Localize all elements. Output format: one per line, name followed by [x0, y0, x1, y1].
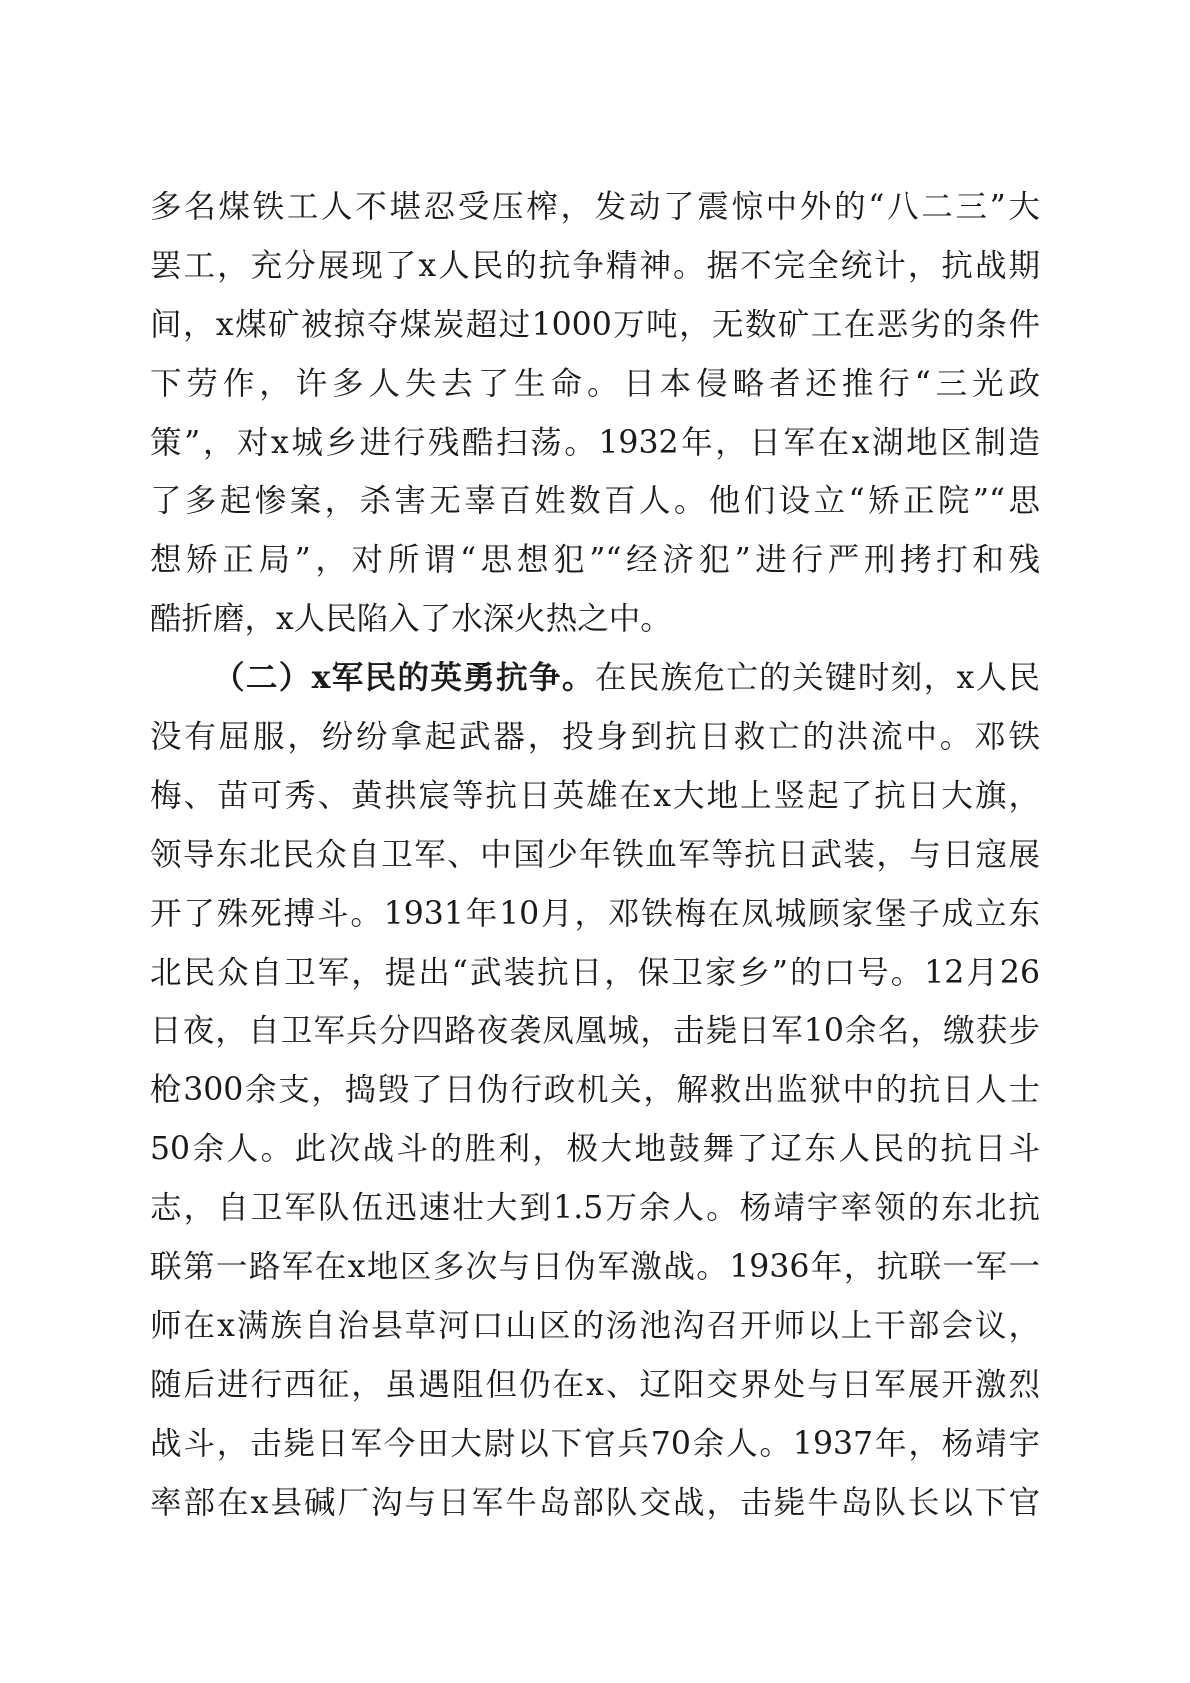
text-line: 日夜，自卫军兵分四路夜袭凤凰城，击毙日军10余名，缴获步 — [150, 1013, 1040, 1050]
text-line: 想矫正局”，对所谓“思想犯”“经济犯”进行严刑拷打和残 — [150, 542, 1040, 579]
section-heading: （二）x军民的英勇抗争。 — [213, 659, 595, 697]
text-line: 多名煤铁工人不堪忍受压榨，发动了震惊中外的“八二三”大 — [150, 189, 1040, 225]
text-line: 北民众自卫军，提出“武装抗日，保卫家乡”的口号。12月26 — [150, 954, 1040, 991]
text-line: 没有屈服，纷纷拿起武器，投身到抗日救亡的洪流中。邓铁 — [150, 719, 1040, 756]
section-heading-line — [150, 649, 1040, 708]
text-line: 梅、苗可秀、黄拱宸等抗日英雄在x大地上竖起了抗日大旗， — [150, 777, 1040, 814]
text-line: 联第一路军在x地区多次与日伪军激战。1936年，抗联一军一 — [150, 1249, 1040, 1286]
text-line: 战斗，击毙日军今田大尉以下官兵70余人。1937年，杨靖宇 — [150, 1425, 1040, 1462]
text-line: 50余人。此次战斗的胜利，极大地鼓舞了辽东人民的抗日斗 — [150, 1131, 1040, 1168]
text-line: 领导东北民众自卫军、中国少年铁血军等抗日武装，与日寇展 — [150, 836, 1040, 873]
text-line: 策”，对x城乡进行残酷扫荡。1932年，日军在x湖地区制造 — [150, 424, 1040, 461]
text-line: 枪300余支，捣毁了日伪行政机关，解救出监狱中的抗日人士 — [150, 1072, 1040, 1109]
text-line: 师在x满族自治县草河口山区的汤池沟召开师以上干部会议， — [150, 1307, 1040, 1344]
text-line: 开了殊死搏斗。1931年10月，邓铁梅在凤城顾家堡子成立东 — [150, 895, 1041, 932]
text-line: 率部在x县碱厂沟与日军牛岛部队交战，击毙牛岛队长以下官 — [150, 1484, 1040, 1521]
text-line: 罢工，充分展现了x人民的抗争精神。据不完全统计，抗战期 — [150, 247, 1040, 284]
text-line: 间，x煤矿被掠夺煤炭超过1000万吨，无数矿工在恶劣的条件 — [150, 306, 1040, 343]
text-line: 随后进行西征，虽遇阻但仍在x、辽阳交界处与日军展开激烈 — [150, 1366, 1040, 1403]
section-heading-text: 在民族危亡的关键时刻，x人民 — [594, 660, 1040, 697]
text-line: 下劳作，许多人失去了生命。日本侵略者还推行“三光政 — [150, 365, 1040, 402]
body-text — [150, 178, 1040, 1532]
text-line: 了多起惨案，杀害无辜百姓数百人。他们设立“矫正院”“思 — [150, 483, 1040, 520]
text-line: 酷折磨，x人民陷入了水深火热之中。 — [150, 601, 672, 638]
text-line: 志，自卫军队伍迅速壮大到1.5万余人。杨靖宇率领的东北抗 — [150, 1190, 1040, 1227]
